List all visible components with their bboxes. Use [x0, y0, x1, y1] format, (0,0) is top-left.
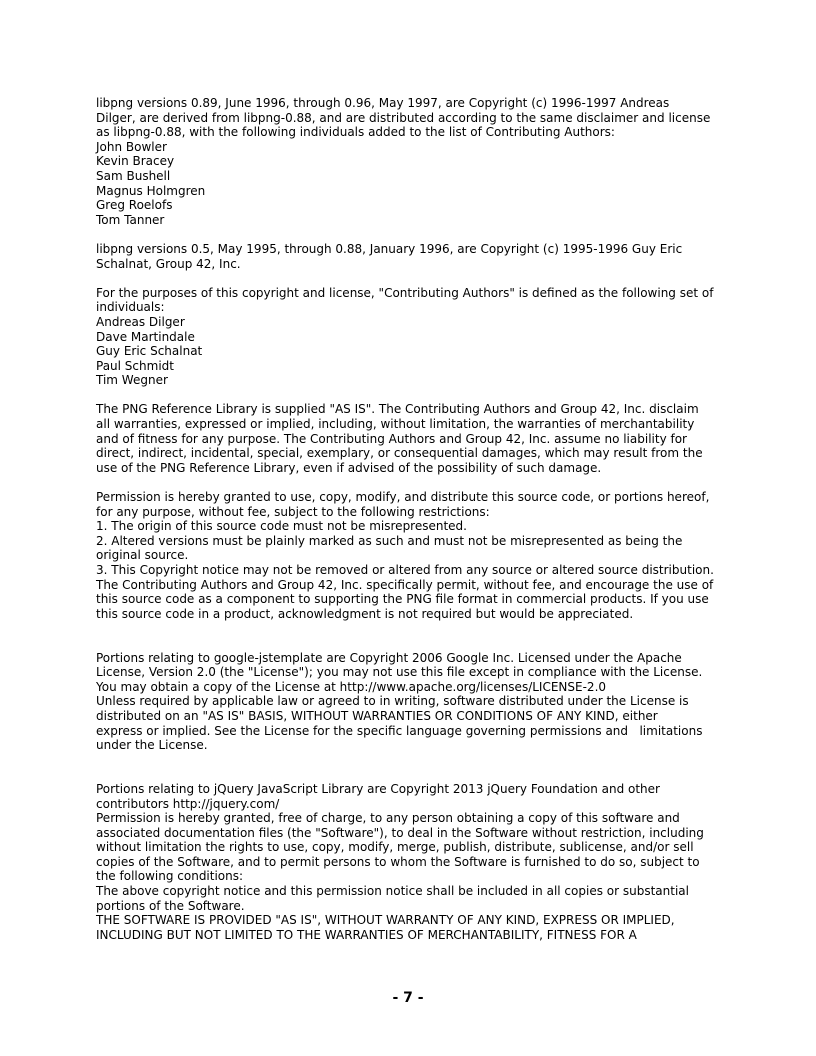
text-line: The above copyright notice and this permission notice shall be included in all copies or substantial — [96, 884, 689, 899]
author-name: Paul Schmidt — [96, 358, 174, 373]
document-body — [96, 96, 728, 942]
text-line: Dilger, are derived from libpng-0.88, and are distributed according to the same disclaimer and license — [96, 110, 711, 125]
author-name: Kevin Bracey — [96, 154, 175, 169]
paragraph-permission-libpng — [96, 490, 728, 621]
restriction-item: 1. The origin of this source code must not be misrepresented. — [96, 519, 467, 534]
author-name: Tom Tanner — [96, 212, 165, 227]
text-line: libpng versions 0.89, June 1996, through 0.96, May 1997, are Copyright (c) 1996-1997 Andreas — [96, 96, 670, 110]
text-line: for any purpose, without fee, subject to the following restrictions: — [96, 504, 490, 519]
text-line: For the purposes of this copyright and license, "Contributing Authors" is defined as the following set of — [96, 285, 714, 300]
text-line: The Contributing Authors and Group 42, Inc. specifically permit, without fee, and encourage the use of — [96, 577, 714, 592]
restriction-item: 2. Altered versions must be plainly marked as such and must not be misrepresented as being the — [96, 533, 683, 548]
paragraph-jquery — [96, 782, 728, 943]
text-line: libpng versions 0.5, May 1995, through 0.88, January 1996, are Copyright (c) 1995-1996 Guy Eric — [96, 241, 683, 256]
text-line: and of fitness for any purpose. The Contributing Authors and Group 42, Inc. assume no liability for — [96, 431, 687, 446]
paragraph-spacer — [96, 388, 728, 403]
text-line: under the License. — [96, 738, 208, 753]
text-line: THE SOFTWARE IS PROVIDED "AS IS", WITHOUT WARRANTY OF ANY KIND, EXPRESS OR IMPLIED, — [96, 913, 675, 928]
text-line: all warranties, expressed or implied, including, without limitation, the warranties of merchantability — [96, 417, 695, 432]
text-line: distributed on an "AS IS" BASIS, WITHOUT WARRANTIES OR CONDITIONS OF ANY KIND, either — [96, 708, 658, 723]
text-line: express or implied. See the License for the specific language governing permissions and limitations — [96, 723, 703, 738]
text-line: Unless required by applicable law or agreed to in writing, software distributed under the License is — [96, 694, 689, 709]
text-line: Permission is hereby granted to use, copy, modify, and distribute this source code, or portions hereof, — [96, 490, 710, 505]
text-line: The PNG Reference Library is supplied "AS IS". The Contributing Authors and Group 42, Inc. disclaim — [96, 402, 699, 417]
paragraph-libpng-089-096 — [96, 96, 728, 227]
text-line: associated documentation files (the "Software"), to deal in the Software without restriction, including — [96, 825, 704, 840]
text-line: without limitation the rights to use, copy, modify, merge, publish, distribute, sublicense, and/or sell — [96, 840, 694, 855]
text-line: use of the PNG Reference Library, even if advised of the possibility of such damage. — [96, 460, 602, 475]
author-name: Guy Eric Schalnat — [96, 344, 203, 359]
text-line: License, Version 2.0 (the "License"); you may not use this file except in compliance with the License. — [96, 665, 703, 680]
author-name: Greg Roelofs — [96, 198, 173, 213]
text-line: the following conditions: — [96, 869, 244, 884]
paragraph-spacer — [96, 621, 728, 650]
text-line: portions of the Software. — [96, 898, 245, 913]
text-line: INCLUDING BUT NOT LIMITED TO THE WARRANTIES OF MERCHANTABILITY, FITNESS FOR A — [96, 927, 637, 942]
text-line: Schalnat, Group 42, Inc. — [96, 256, 241, 271]
author-name: John Bowler — [96, 139, 167, 154]
text-line: this source code in a product, acknowledgment is not required but would be appreciated. — [96, 606, 634, 621]
paragraph-spacer — [96, 271, 728, 286]
author-name: Sam Bushell — [96, 168, 171, 183]
author-name: Magnus Holmgren — [96, 183, 206, 198]
author-name: Tim Wegner — [96, 373, 168, 388]
text-line: Portions relating to google-jstemplate are Copyright 2006 Google Inc. Licensed under the Apache — [96, 650, 682, 665]
paragraph-libpng-05-088 — [96, 242, 728, 271]
author-name: Dave Martindale — [96, 329, 195, 344]
paragraph-spacer — [96, 227, 728, 242]
paragraph-disclaimer — [96, 402, 728, 475]
text-line: contributors http://jquery.com/ — [96, 796, 280, 811]
paragraph-spacer — [96, 753, 728, 782]
text-line: individuals: — [96, 300, 165, 315]
author-name: Andreas Dilger — [96, 314, 185, 329]
paragraph-spacer — [96, 475, 728, 490]
paragraph-contributing-authors — [96, 286, 728, 388]
text-line: original source. — [96, 548, 189, 563]
page-number: - 7 - — [392, 990, 424, 1006]
text-line: as libpng-0.88, with the following individuals added to the list of Contributing Authors: — [96, 125, 615, 140]
paragraph-google-jstemplate — [96, 651, 728, 753]
text-line: direct, indirect, incidental, special, exemplary, or consequential damages, which may result from the — [96, 446, 703, 461]
text-line: You may obtain a copy of the License at http://www.apache.org/licenses/LICENSE-2.0 — [96, 679, 607, 694]
restriction-item: 3. This Copyright notice may not be removed or altered from any source or altered source distribution. — [96, 563, 714, 577]
text-line: Permission is hereby granted, free of charge, to any person obtaining a copy of this software and — [96, 811, 680, 826]
text-line: Portions relating to jQuery JavaScript Library are Copyright 2013 jQuery Foundation and other — [96, 781, 660, 796]
text-line: copies of the Software, and to permit persons to whom the Software is furnished to do so, subject to — [96, 854, 700, 869]
text-line: this source code as a component to supporting the PNG file format in commercial products. If you use — [96, 592, 709, 607]
